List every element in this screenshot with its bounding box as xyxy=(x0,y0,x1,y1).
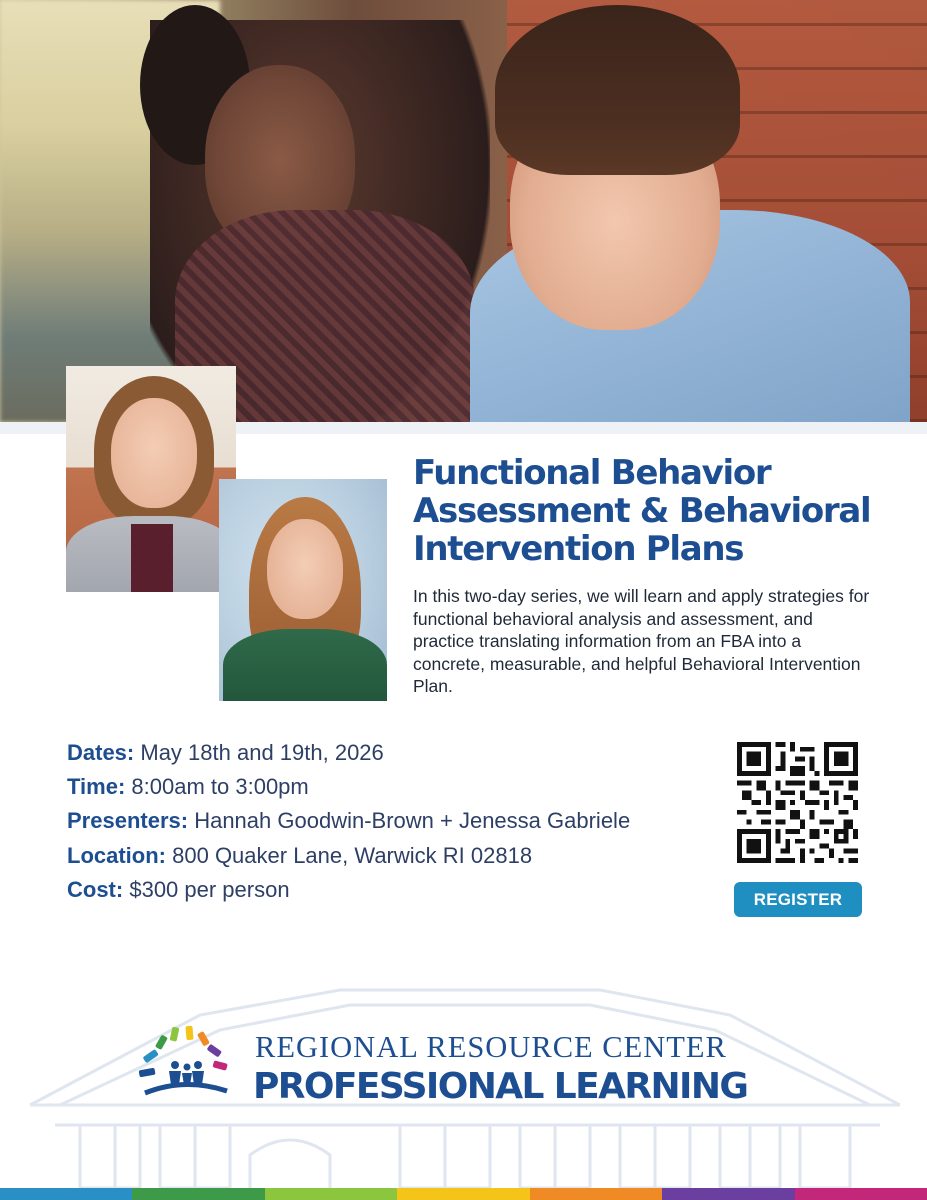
detail-cost xyxy=(67,873,727,907)
register-button[interactable]: REGISTER xyxy=(734,882,862,917)
detail-value: 800 Quaker Lane, Warwick RI 02818 xyxy=(172,842,533,868)
detail-value: May 18th and 19th, 2026 xyxy=(140,740,384,765)
detail-label: Time: xyxy=(67,774,126,800)
org-name-line-1: REGIONAL RESOURCE CENTER xyxy=(255,1030,727,1064)
title-line-3: Intervention Plans xyxy=(413,529,744,569)
detail-location xyxy=(67,839,727,873)
detail-label: Cost: xyxy=(67,876,124,902)
detail-label: Location: xyxy=(67,842,166,868)
presenter-photo-1 xyxy=(66,366,236,592)
detail-value: Hannah Goodwin-Brown + Jenessa Gabriele xyxy=(194,808,631,834)
hero-photo xyxy=(0,0,927,422)
qr-code-icon[interactable] xyxy=(737,742,858,863)
detail-value: 8:00am to 3:00pm xyxy=(131,774,309,800)
color-stripe xyxy=(0,1188,927,1200)
event-description: In this two-day series, we will learn and apply strategies for functional behavioral analysis and assessment, and practice translating information from an FBA into a concrete, measurable, and helpful Behavioral Intervention Plan. xyxy=(413,586,870,696)
detail-label: Dates: xyxy=(67,740,135,765)
presenter-photo-2 xyxy=(219,479,387,701)
page-title xyxy=(413,454,913,568)
rainbow-children-logo-icon xyxy=(135,1025,235,1105)
detail-time xyxy=(67,770,727,804)
event-details xyxy=(67,736,727,907)
title-line-2: Assessment & Behavioral xyxy=(413,491,871,531)
title-line-1: Functional Behavior xyxy=(413,453,771,493)
detail-label: Presenters: xyxy=(67,808,189,834)
detail-dates xyxy=(67,736,727,770)
detail-presenters xyxy=(67,804,727,838)
detail-value: $300 per person xyxy=(129,876,290,902)
org-name-line-2: PROFESSIONAL LEARNING xyxy=(253,1066,748,1107)
